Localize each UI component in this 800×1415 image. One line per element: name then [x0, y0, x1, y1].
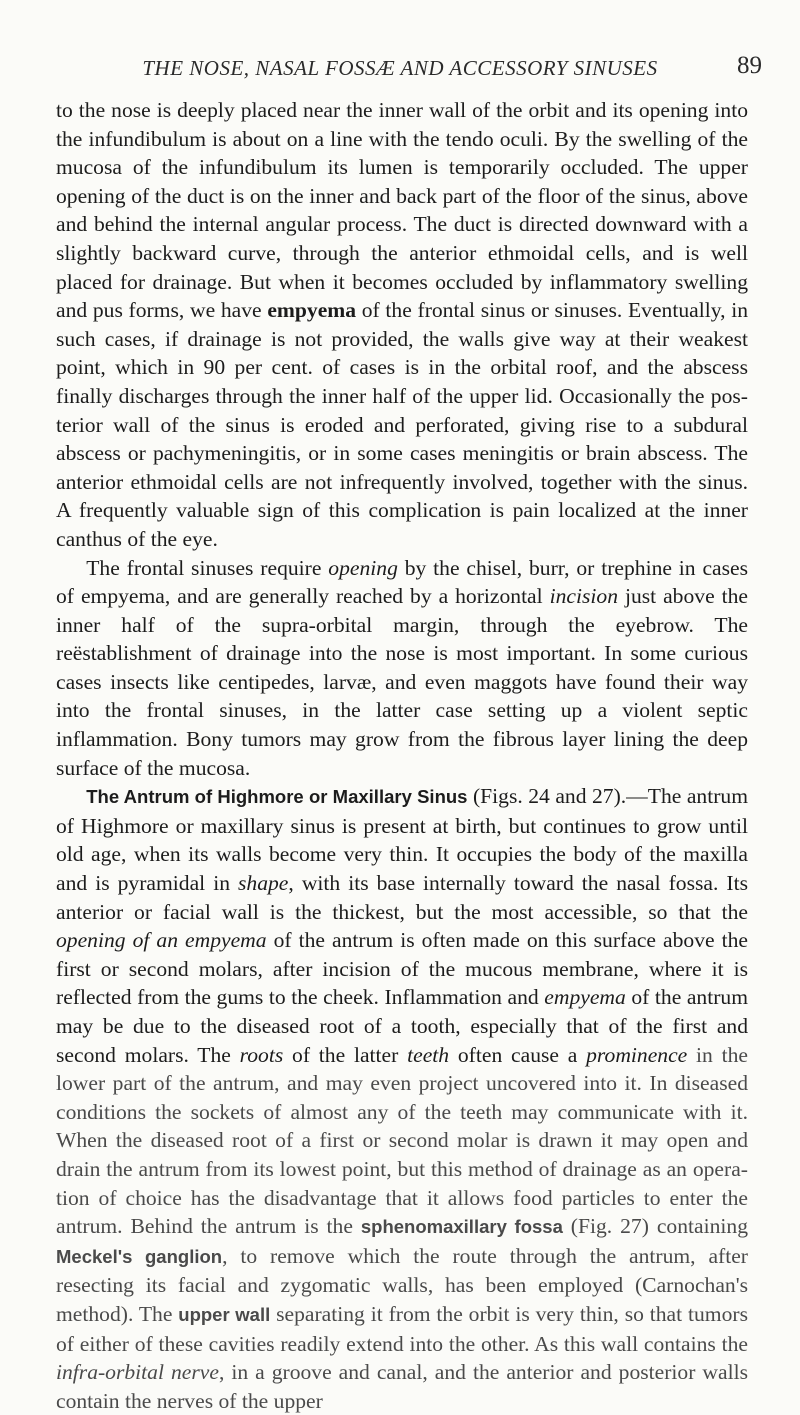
- bold-term: Meckel's ganglion: [56, 1245, 223, 1267]
- bold-term: upper wall: [178, 1303, 271, 1325]
- text-run: in the lower part of the antrum, and may even project uncovered into it. In diseased conditions the sockets of almost any of the teeth may communicate with it. When the diseased root of a first or second molar is drawn it may open and drain the antrum from its lowest point, but this method of drainage as an operation of choice has the disadvantage that it allows food particles to enter the antrum. Behind the antrum is the: [56, 1042, 749, 1239]
- text-run: of the antrum may be due to the diseased root of a tooth, especially that of the first and second molars. The: [56, 985, 748, 1067]
- text-run: The frontal sinuses require: [86, 555, 329, 580]
- text-run: just above the inner half of the supra-orbital margin, through the eyebrow. The reëstablishment of drainage into the nose is most important. In some curious cases insects like centipedes, larvæ, and even maggots have found their way into the frontal sinuses, in the latter case setting up a violent septic inflammation. Bony tumors may grow from the fibrous layer lining the deep surface of the mucosa.: [56, 584, 748, 780]
- italic-term: opening of an empyema: [56, 928, 267, 953]
- paragraph: [56, 96, 748, 554]
- text-run: (Fig. 27) containing: [562, 1214, 748, 1239]
- italic-term: shape: [238, 871, 289, 896]
- running-title: THE NOSE, NASAL FOSSÆ AND ACCESSORY SINUSES: [142, 56, 658, 80]
- italic-term: opening: [328, 555, 398, 580]
- body-text: [56, 96, 748, 1415]
- italic-term: incision: [549, 584, 618, 609]
- text-run: (Figs. 24 and 27).—The antrum of Highmore or maxillary sinus is present at birth, but continues to grow until old age, when its walls become very thin. It occupies the body of the maxilla and is pyramidal in: [56, 784, 749, 896]
- italic-term: roots: [239, 1042, 284, 1067]
- text-run: of the frontal sinus or sinuses. Eventually, in such cases, if drainage is not provided, the walls give way at their weakest point, which in 90 per cent. of cases is in the orbital roof, and the abscess finally discharges through the inner half of the upper lid. Occasionally the posterior wall of the sinus is eroded and perforated, giving rise to a subdural abscess or pachymeningitis, or in some cases meningitis or brain abscess. The anterior ethmoidal cells are not infrequently involved, together with the sinus. A frequently valuable sign of this complication is pain localized at the inner canthus of the eye.: [56, 298, 748, 551]
- text-run: of the latter: [283, 1042, 408, 1067]
- text-run: separating it from the orbit is very thin, so that tumors of either of these cavities readily extend into the other. As this wall contains the: [56, 1301, 748, 1356]
- section-heading: The Antrum of Highmore or Maxillary Sinus: [86, 786, 468, 808]
- text-run: often cause a: [449, 1042, 587, 1067]
- bold-term: sphenomaxillary fossa: [360, 1216, 563, 1238]
- text-run: by the chisel, burr, or trephine in cases of empyema, and are generally reached by a horizontal: [56, 555, 748, 609]
- paragraph: [56, 782, 748, 1415]
- italic-term: prominence: [586, 1042, 688, 1067]
- italic-term: teeth: [407, 1042, 450, 1067]
- text-run: of the antrum is often made on this surface above the first or second molars, after incision of the mucous membrane, where it is reflected from the gums to the cheek. Inflammation and: [56, 928, 748, 1010]
- page-number: 89: [737, 52, 762, 79]
- paragraph: [56, 554, 748, 783]
- text-run: , in a groove and canal, and the anterior and posterior walls contain the nerves of the upper: [56, 1360, 748, 1413]
- italic-term: infra-orbital nerve: [56, 1360, 219, 1385]
- text-run: , with its base internally toward the nasal fossa. Its anterior or facial wall is the thickest, but the most accessible, so that the: [56, 871, 748, 924]
- text-run: to the nose is deeply placed near the inner wall of the orbit and its opening into the infundibulum is about on a line with the tendo oculi. By the swelling of the mucosa of the infundibulum its lumen is temporarily occluded. The upper opening of the duct is on the inner and back part of the floor of the sinus, above and behind the internal angular process. The duct is directed downward with a slightly backward curve, through the anterior ethmoidal cells, and is well placed for drainage. But when it becomes occluded by inflammatory swelling and pus forms, we have: [56, 98, 748, 323]
- italic-term: empyema: [544, 985, 626, 1010]
- bold-term: empyema: [267, 298, 357, 323]
- text-run: , to remove which the route through the antrum, after resecting its facial and zygomatic walls, has been employed (Carnochan's method). The: [56, 1243, 748, 1326]
- page-header: [0, 46, 800, 86]
